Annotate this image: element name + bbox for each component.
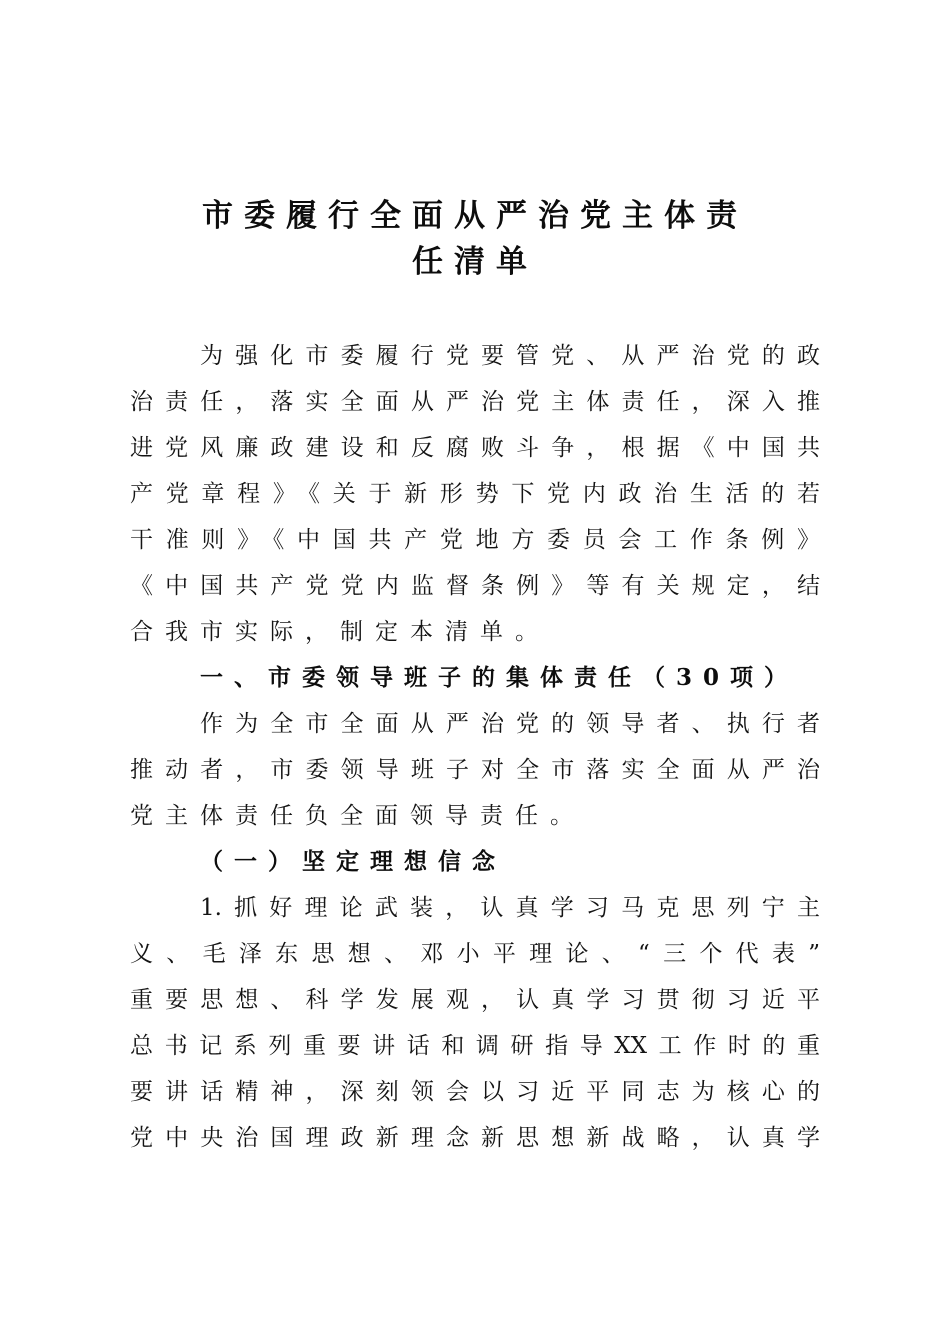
item-paragraph-line: 重要思想、科学发展观，认真学习贯彻习近平 [130, 987, 820, 1013]
intro-line: 治责任，落实全面从严治党主体责任，深入推 [130, 389, 820, 415]
document-title-line-1: 市委履行全面从严治党主体责 [202, 198, 748, 234]
item-paragraph-line: 党中央治国理政新理念新思想新战略，认真学 [130, 1125, 820, 1151]
item-paragraph-line: 总书记系列重要讲话和调研指导XX工作时的重 [130, 1033, 820, 1059]
section-paragraph-line: 党主体责任负全面领导责任。 [130, 803, 585, 829]
subsection-heading: （一）坚定理想信念 [200, 848, 506, 875]
section-paragraph-line: 作为全市全面从严治党的领导者、执行者 [200, 711, 820, 737]
intro-line: 产党章程》《关于新形势下党内政治生活的若 [130, 481, 820, 507]
intro-line: 干准则》《中国共产党地方委员会工作条例》 [130, 527, 820, 553]
intro-line: 《中国共产党党内监督条例》等有关规定，结 [130, 573, 820, 599]
intro-line: 合我市实际，制定本清单。 [130, 619, 550, 645]
section-paragraph-line: 推动者，市委领导班子对全市落实全面从严治 [130, 757, 820, 783]
document-title-line-2: 任清单 [412, 244, 538, 280]
item-paragraph-line: 义、毛泽东思想、邓小平理论、“三个代表” [130, 941, 820, 967]
section-heading: 一、市委领导班子的集体责任（30项） [200, 664, 799, 691]
intro-line: 进党风廉政建设和反腐败斗争，根据《中国共 [130, 435, 820, 461]
item-paragraph-line: 1.抓好理论武装，认真学习马克思列宁主 [200, 895, 820, 921]
item-paragraph-line: 要讲话精神，深刻领会以习近平同志为核心的 [130, 1079, 820, 1105]
intro-line: 为强化市委履行党要管党、从严治党的政 [200, 343, 820, 369]
